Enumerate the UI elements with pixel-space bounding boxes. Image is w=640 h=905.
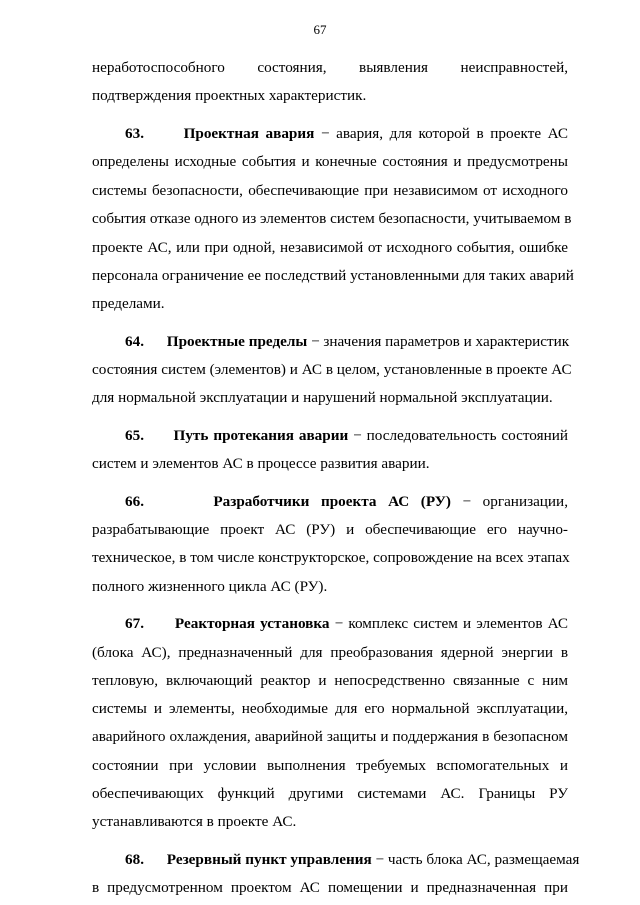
definition-text: − часть блока АС, размещаемая [371,851,580,868]
line-text: неработоспособного состояния, выявления неисправностей, [92,59,568,76]
definition-term: Проектная авария [183,125,315,142]
line-text: определены исходные события и конечные состояния и предусмотрены [92,153,568,170]
definition-term: Проектные пределы [166,333,308,350]
line-text: полного жизненного цикла АС (РУ). [92,578,328,595]
line-text: обеспечивающих функций другими системами АС. Границы РУ [92,785,568,802]
line-text: состоянии при условии выполнения требуемых вспомогательных и [92,757,568,774]
definition-number: 66. [125,493,144,510]
text-line [92,181,568,201]
text-line [92,699,568,719]
line-text: в предусмотренном проектом АС помещении и предназначенная при [92,879,568,896]
line-text: проекте АС, или при одной, независимой от исходного события, ошибке [92,239,568,256]
text-line [92,727,568,747]
definition-number: 64. [125,333,144,350]
definition-term: Путь протекания аварии [173,427,349,444]
line-text: подтверждения проектных характеристик. [92,87,367,104]
definition-term: Реакторная установка [174,615,330,632]
text-line [92,643,568,663]
definition-number: 65. [125,427,144,444]
text-line [92,784,568,804]
line-text: пределами. [92,295,165,312]
text-line [92,294,568,314]
text-line [92,878,568,898]
definition-text: − последовательность состояний [348,427,568,444]
text-line [92,360,572,380]
text-line [92,520,568,540]
definition-first-line [125,124,568,144]
text-line [92,548,568,568]
definition-first-line [125,492,568,512]
definition-text: − значения параметров и характеристик [307,333,570,350]
text-line [92,671,568,691]
text-line [92,86,568,106]
line-text: состояния систем (элементов) и АС в целом, установленные в проекте АС [92,361,572,378]
text-line [92,454,568,474]
line-text: персонала ограничение ее последствий установленными для таких аварий [92,267,574,284]
page-number: 67 [313,22,327,37]
line-text: аварийного охлаждения, аварийной защиты и поддержания в безопасном [92,728,568,745]
definition-first-line [125,332,568,352]
definition-term: Резервный пункт управления [166,851,372,868]
text-line [92,58,568,78]
line-text: для нормальной эксплуатации и нарушений нормальной эксплуатации. [92,389,553,406]
definition-first-line [125,850,580,870]
line-text: тепловую, включающий реактор и непосредственно связанные с ним [92,672,568,689]
definition-term: Разработчики проекта АС (РУ) [213,493,451,510]
text-line [92,577,568,597]
line-text: систем и элементов АС в процессе развития аварии. [92,455,430,472]
definition-text: − авария, для которой в проекте АС [314,125,569,142]
text-line [92,266,574,286]
line-text: устанавливаются в проекте АС. [92,813,297,830]
line-text: системы и элементы, необходимые для его нормальной эксплуатации, [92,700,568,717]
line-text: разрабатывающие проект АС (РУ) и обеспечивающие его научно- [92,521,568,538]
line-text: события отказе одного из элементов систем безопасности, учитываемом в [92,210,572,227]
text-line [92,152,568,172]
text-line [92,238,568,258]
text-line [92,756,568,776]
definition-first-line [125,426,568,446]
definition-first-line [125,614,568,634]
definition-number: 63. [125,125,144,142]
definition-number: 68. [125,851,144,868]
line-text: (блока АС), предназначенный для преобразования ядерной энергии в [92,644,568,661]
text-line [92,812,568,832]
definition-number: 67. [125,615,144,632]
text-line [92,209,572,229]
definition-text: − комплекс систем и элементов АС [329,615,569,632]
line-text: техническое, в том числе конструкторское, сопровождение на всех этапах [92,549,570,566]
line-text: системы безопасности, обеспечивающие при независимом от исходного [92,182,568,199]
definition-text: − организации, [450,493,568,510]
text-line [92,388,568,408]
